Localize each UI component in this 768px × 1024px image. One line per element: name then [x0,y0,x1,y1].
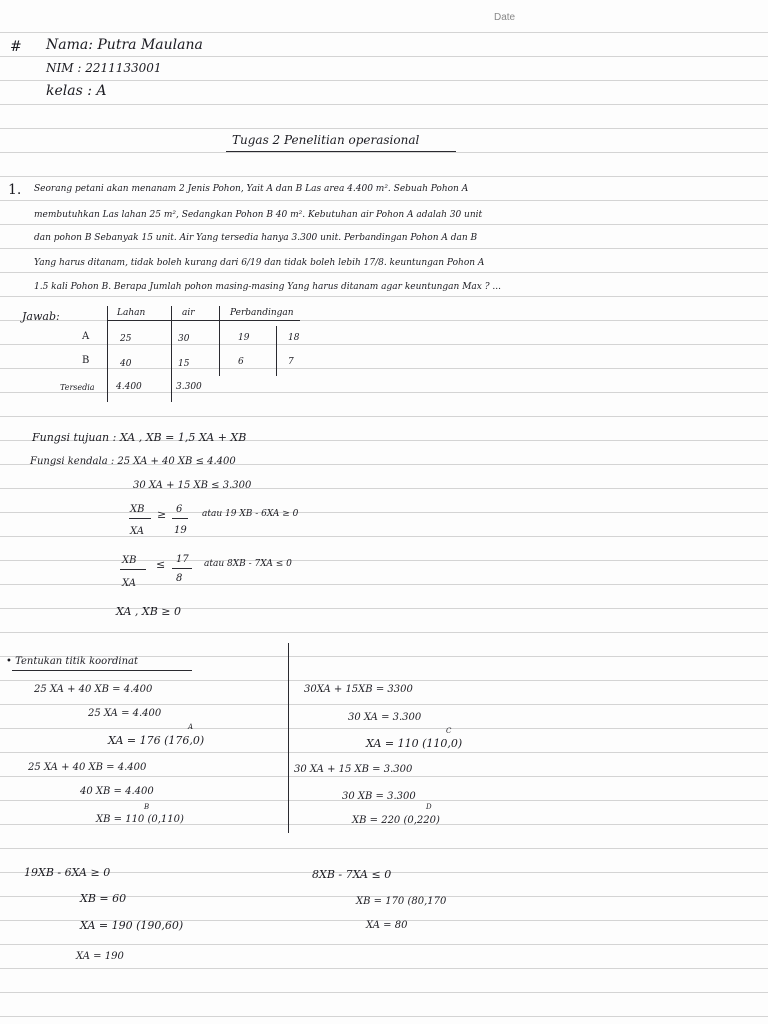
problem-number: 1. [8,182,22,198]
row-tersedia-air: 3.300 [176,382,202,392]
point-b-label: B [144,803,150,811]
constraint-3-denominator: XA [130,526,144,537]
problem-line-4: Yang harus ditanam, tidak boleh kurang dari 6/19 dan tidak boleh lebih 17/8. keuntungan Pohon A [34,258,485,268]
row-b-lahan: 40 [120,359,132,369]
row-b-p1: 6 [238,357,244,367]
constraint-4-alt: atau 8XB - 7XA ≤ 0 [204,559,292,569]
bottom-left-4: XA = 190 [76,951,124,962]
bottom-left-1: 19XB - 6XA ≥ 0 [24,866,111,879]
table-col-rule-4 [276,326,277,376]
constraint-3-alt: atau 19 XB - 6XA ≥ 0 [202,509,299,519]
table-col-rule-3 [219,306,220,376]
coord-left-1: 25 XA + 40 XB = 4.400 [34,684,153,695]
point-d-label: D [426,803,432,811]
constraint-4-fraction-num: 17 [176,554,189,565]
constraint-1: Fungsi kendala : 25 XA + 40 XB ≤ 4.400 [30,456,236,467]
answer-label: Jawab: [22,310,60,323]
row-tersedia-lahan: 4.400 [116,382,142,392]
table-col-rule-2 [171,306,172,402]
header-lahan: Lahan [117,308,146,318]
constraint-3-ratio-bar [172,518,188,519]
header-air: air [182,308,195,318]
bottom-right-2: XB = 170 (80,170 [356,896,447,907]
constraint-3-operator: ≥ [157,508,167,521]
objective-function: Fungsi tujuan : XA , XB = 1,5 XA + XB [32,431,247,444]
coord-right-2: 30 XA = 3.300 [348,712,422,723]
constraint-3-numerator: XB [130,504,145,515]
header-perbandingan: Perbandingan [230,308,294,318]
constraint-4-ratio-bar [172,568,192,569]
title-underline [226,151,456,152]
problem-line-3: dan pohon B Sebanyak 15 unit. Air Yang tersedia hanya 3.300 unit. Perbandingan Pohon A dan B [34,233,478,243]
student-class: kelas : A [46,83,107,99]
row-a-air: 30 [178,334,190,344]
constraint-4-operator: ≤ [156,558,166,571]
coord-right-3: XA = 110 (110,0) [366,737,463,750]
coord-right-4: 30 XA + 15 XB = 3.300 [294,764,413,775]
section-divider [288,643,289,833]
page-title: Tugas 2 Penelitian operasional [232,133,420,147]
coordinate-heading-underline [12,670,192,671]
coordinate-heading: • Tentukan titik koordinat [6,656,139,667]
constraint-2: 30 XA + 15 XB ≤ 3.300 [133,480,252,491]
row-b-p2: 7 [288,357,294,367]
student-name: Nama: Putra Maulana [46,37,203,53]
constraint-4-fraction-den: 8 [176,573,183,584]
bottom-right-1: 8XB - 7XA ≤ 0 [312,868,392,881]
point-a-label: A [188,723,194,731]
table-header-rule [108,320,300,321]
constraint-3-fraction-num: 6 [176,504,183,515]
coord-left-4: 25 XA + 40 XB = 4.400 [28,762,147,773]
row-tersedia-label: Tersedia [60,383,95,392]
coord-left-3: XA = 176 (176,0) [108,734,205,747]
row-a-lahan: 25 [120,334,132,344]
constraint-3-fraction-den: 19 [174,525,187,536]
date-label: Date [494,12,516,23]
point-c-label: C [446,727,452,735]
constraint-4-numerator: XB [122,555,137,566]
constraint-3-fraction-bar [129,518,151,519]
problem-line-5: 1.5 kali Pohon B. Berapa Jumlah pohon masing-masing Yang harus ditanam agar keuntungan Max ? ... [34,282,501,292]
constraint-4-denominator: XA [122,578,136,589]
row-a-label: A [82,331,90,342]
coord-left-6: XB = 110 (0,110) [96,814,184,825]
constraint-5: XA , XB ≥ 0 [116,605,181,618]
coord-right-1: 30XA + 15XB = 3300 [304,684,413,695]
row-a-p1: 19 [238,333,250,343]
coord-right-5: 30 XB = 3.300 [342,791,416,802]
problem-line-2: membutuhkan Las lahan 25 m², Sedangkan Pohon B 40 m². Kebutuhan air Pohon A adalah 30 unit [34,210,483,220]
bottom-right-3: XA = 80 [366,920,408,931]
coord-left-2: 25 XA = 4.400 [88,708,162,719]
problem-line-1: Seorang petani akan menanam 2 Jenis Pohon, Yait A dan B Las area 4.400 m². Sebuah Pohon A [34,184,469,194]
bottom-left-3: XA = 190 (190,60) [80,919,184,932]
row-b-air: 15 [178,359,190,369]
coord-right-6: XB = 220 (0,220) [352,815,440,826]
constraint-4-fraction-bar [120,569,146,570]
row-a-p2: 18 [288,333,300,343]
coord-left-5: 40 XB = 4.400 [80,786,154,797]
table-col-rule-1 [107,306,108,402]
bottom-left-2: XB = 60 [80,892,127,905]
row-b-label: B [82,355,90,366]
student-nim: NIM : 2211133001 [46,61,162,75]
hash-mark: # [10,39,22,55]
